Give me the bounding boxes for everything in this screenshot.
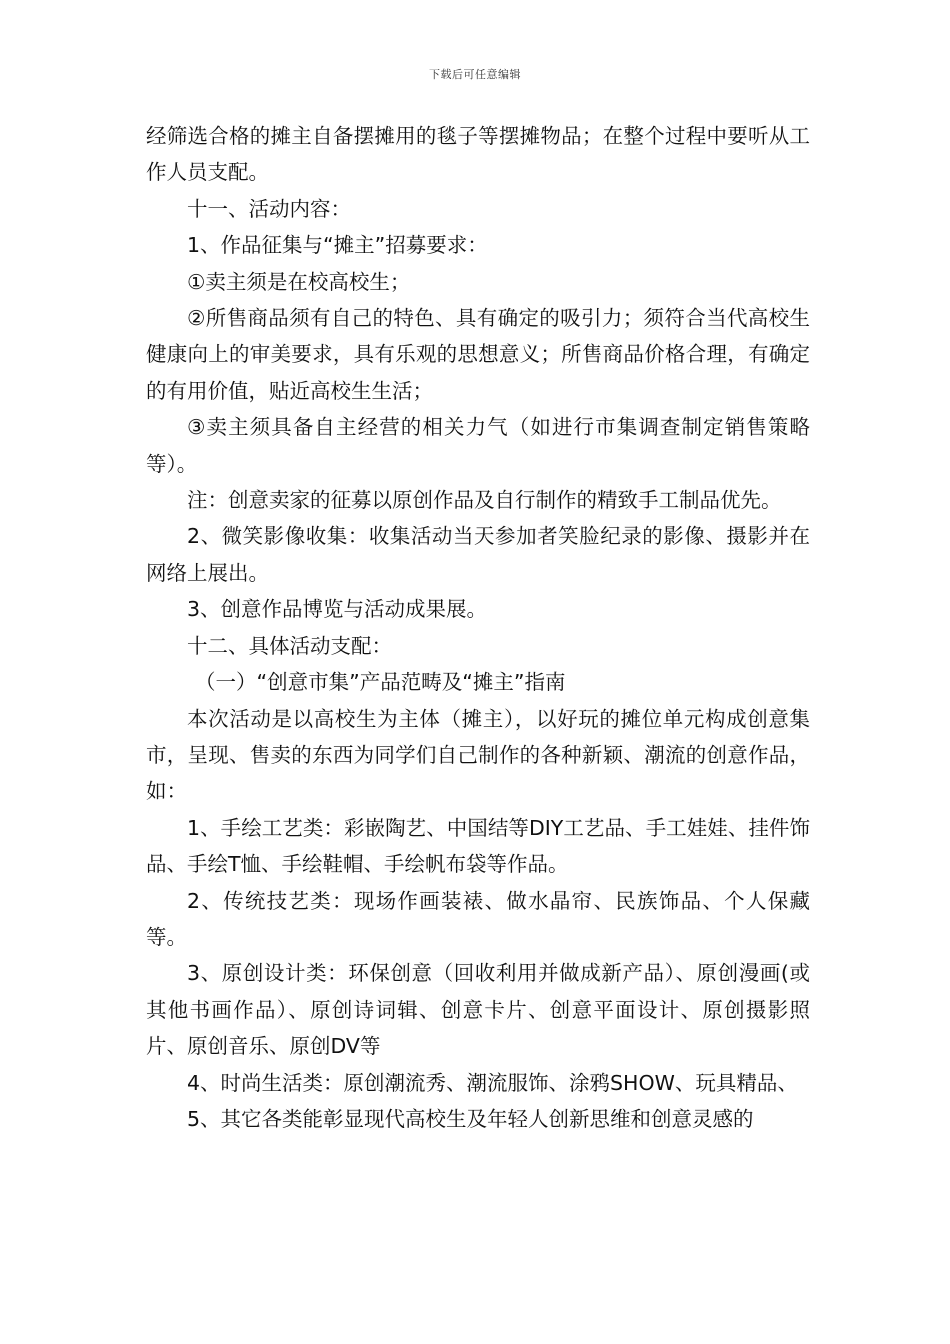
list-item: ②所售商品须有自己的特色、具有确定的吸引力；须符合当代高校生健康向上的审美要求，具有乐观的思想意义；所售商品价格合理，有确定的有用价值，贴近高校生生活； [146, 306, 810, 403]
subsection-heading: （一）“创意市集”产品范畴及“摊主”指南 [195, 670, 566, 695]
list-item: ③卖主须具备自主经营的相关力气（如进行市集调查制定销售策略等）。 [146, 415, 810, 476]
list-item: 3、创意作品博览与活动成果展。 [187, 597, 488, 622]
paragraph: 经筛选合格的摊主自备摆摊用的毯子等摆摊物品；在整个过程中要听从工作人员支配。 [146, 124, 810, 185]
list-item: ①卖主须是在校高校生； [187, 269, 411, 294]
list-item: 2、传统技艺类：现场作画装裱、做水晶帘、民族饰品、个人保藏等。 [146, 888, 810, 949]
list-item: 2、微笑影像收集：收集活动当天参加者笑脸纪录的影像、摄影并在网络上展出。 [146, 524, 810, 585]
paragraph: 本次活动是以高校生为主体（摊主），以好玩的摊位单元构成创意集市，呈现、售卖的东西为同学们自己制作的各种新颖、潮流的创意作品，如： [146, 706, 810, 804]
document-body [146, 118, 810, 1137]
note-paragraph: 注：创意卖家的征募以原创作品及自行制作的精致手工制品优先。 [187, 488, 782, 513]
section-heading: 十一、活动内容： [187, 196, 351, 221]
subsection-heading: 1、作品征集与“摊主”招募要求： [187, 233, 488, 258]
page-header-note: 下载后可任意编辑 [429, 68, 521, 81]
list-item: 1、手绘工艺类：彩嵌陶艺、中国结等DIY工艺品、手工娃娃、挂件饰品、手绘T恤、手绘鞋帽、手绘帆布袋等作品。 [146, 815, 810, 877]
section-heading: 十二、具体活动支配： [187, 633, 392, 658]
list-item: 4、时尚生活类：原创潮流秀、潮流服饰、涂鸦SHOW、玩具精品、 [187, 1070, 798, 1095]
list-item: 5、其它各类能彰显现代高校生及年轻人创新思维和创意灵感的 [187, 1106, 754, 1131]
list-item: 3、原创设计类：环保创意（回收利用并做成新产品）、原创漫画(或其他书画作品）、原创诗词辑、创意卡片、创意平面设计、原创摄影照片、原创音乐、原创DV等 [146, 961, 810, 1059]
